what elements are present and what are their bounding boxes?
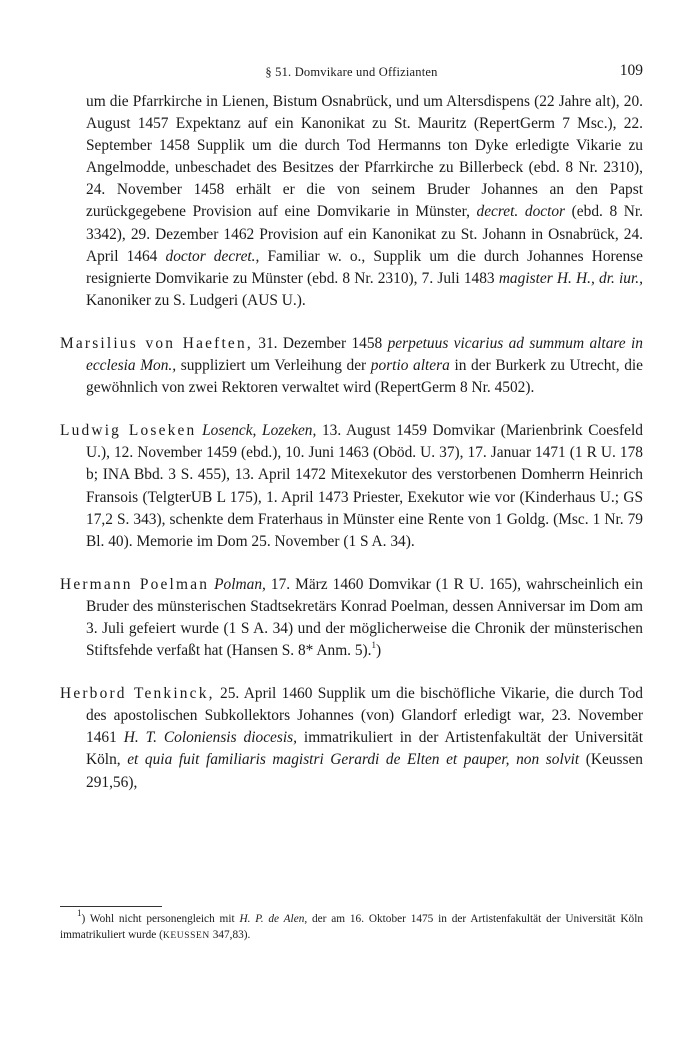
footnote-mark: 1 — [77, 908, 82, 919]
text-run: (ebd. 8 Nr. 3342), 29. Dezember 1462 Provision auf ein Kanonikat zu St. Johann in Osnabrück, 24. April 1464 — [86, 203, 644, 265]
text-run: immatrikuliert in der Artistenfakultät der Universität Köln, — [86, 729, 644, 769]
text-run: 13. August 1459 Domvikar (Marienbrink Coesfeld U.), 12. November 1459 (ebd.), 10. Juni 1463 (Oböd. U. 37), 17. Januar 1471 (1 R U. 178 b; INA Bbd. 3 S. 455), 13. April 1472 Mitexekutor des verstorbenen Domherrn Heinrich Fransois (TelgterUB L 175), 1. April 1473 Priester, Exekutor wie vor (Kinderhaus U.; GS 17,2 S. 343), schenkte dem Fraterhaus in Münster eine Rente von 1 Goldg. (Msc. 1 Nr. 79 Bl. 40). Memorie im Dom 25. November (1 S A. 34). — [86, 422, 643, 550]
italic-run: perpetuus vicarius ad summum altare in ecclesia Mon., — [86, 334, 643, 375]
small-caps-run: KEUSSEN — [162, 931, 210, 941]
footnote-divider — [60, 906, 162, 907]
text-run: (Keussen 291,56), — [86, 751, 643, 791]
text-run: suppliziert um Verleihung der — [176, 357, 371, 375]
text-run: ) — [376, 642, 382, 660]
entry-name: Marsilius von Haeften, — [60, 334, 253, 352]
footnote-1 — [60, 908, 643, 944]
footnotes — [60, 908, 643, 944]
entry-name: Herbord Tenkinck, — [60, 685, 215, 703]
text-run: 31. Dezember 1458 — [252, 334, 388, 352]
main-text — [60, 91, 643, 815]
text-run: um die Pfarrkirche in Lienen, Bistum Osnabrück, und um Altersdispens (22 Jahre alt), 20. August 1457 Expektanz auf ein Kanonikat zu St. Mauritz (RepertGerm 7 Msc.), 22. September 1458 Supplik um die durch Tod Hermanns ton Dyke erledigte Vikarie zu Angelmodde, unbeschadet des Besitzes der Pfarrkirche zu Billerbeck (ebd. 8 Nr. 2310), 24. November 1458 erhält er die von seinem Bruder Johannes an den Papst zurückgegebene Provision auf eine Domvikarie in Münster, — [86, 93, 643, 221]
text-run: in der Burkerk zu Utrecht, die gewöhnlich von zwei Rektoren verwaltet wird (RepertGerm 8 Nr. 4502). — [86, 357, 643, 397]
entry-hermann-poelman — [60, 574, 643, 662]
italic-run: doctor decret., — [165, 247, 260, 265]
italic-run: H. P. de Alen, — [239, 913, 308, 925]
italic-run: portio altera — [370, 357, 450, 375]
entry-marsilius-von-haeften — [60, 333, 643, 399]
text-run: ) Wohl nicht personengleich mit — [81, 913, 240, 925]
italic-run: Polman, — [214, 575, 266, 593]
entry-ludwig-loseken — [60, 420, 643, 553]
page-number: 109 — [619, 62, 643, 79]
entry-name: Ludwig Loseken — [60, 422, 197, 440]
italic-run: Losenck, Lozeken, — [202, 422, 317, 440]
entry-herbord-tenkinck — [60, 683, 643, 793]
page-header — [60, 62, 643, 82]
italic-run: H. T. Coloniensis diocesis, — [123, 729, 297, 747]
text-run: Familiar w. o., Supplik um die durch Johannes Horense resignierte Domvikarie zu Münster (ebd. 8 Nr. 2310), 7. Juli 1483 — [86, 247, 643, 287]
text-run: 25. April 1460 Supplik um die bischöfliche Vikarie, die durch Tod des apostolischen Subkollektors Johannes (von) Glandorf erledigt war, 23. November 1461 — [86, 685, 643, 747]
running-head: § 51. Domvikare und Offizianten — [265, 65, 438, 79]
text-run: 347,83). — [209, 929, 251, 941]
italic-run: et quia fuit familiaris magistri Gerardi de Elten et pauper, non solvit — [127, 751, 580, 769]
italic-run: magister H. H., dr. iur., — [498, 269, 643, 287]
italic-run: decret. doctor — [476, 203, 566, 221]
text-run: 17. März 1460 Domvikar (1 R U. 165), wahrscheinlich ein Bruder des münsterischen Stadtsekretärs Konrad Poelman, dessen Anniversar im Dom am 3. Juli gefeiert wurde (1 S A. 34) und der möglicherweise die Chronik der münsterischen Stiftsfehde verfaßt hat (Hansen S. 8* Anm. 5). — [86, 575, 643, 660]
entry-continuation — [60, 91, 643, 312]
text-run: der am 16. Oktober 1475 in der Artistenfakultät der Universität Köln immatrikuliert wurde ( — [60, 913, 643, 941]
footnote-reference[interactable]: 1 — [371, 639, 377, 650]
entry-name: Hermann Poelman — [60, 575, 210, 593]
text-run: Kanoniker zu S. Ludgeri (AUS U.). — [86, 291, 306, 309]
